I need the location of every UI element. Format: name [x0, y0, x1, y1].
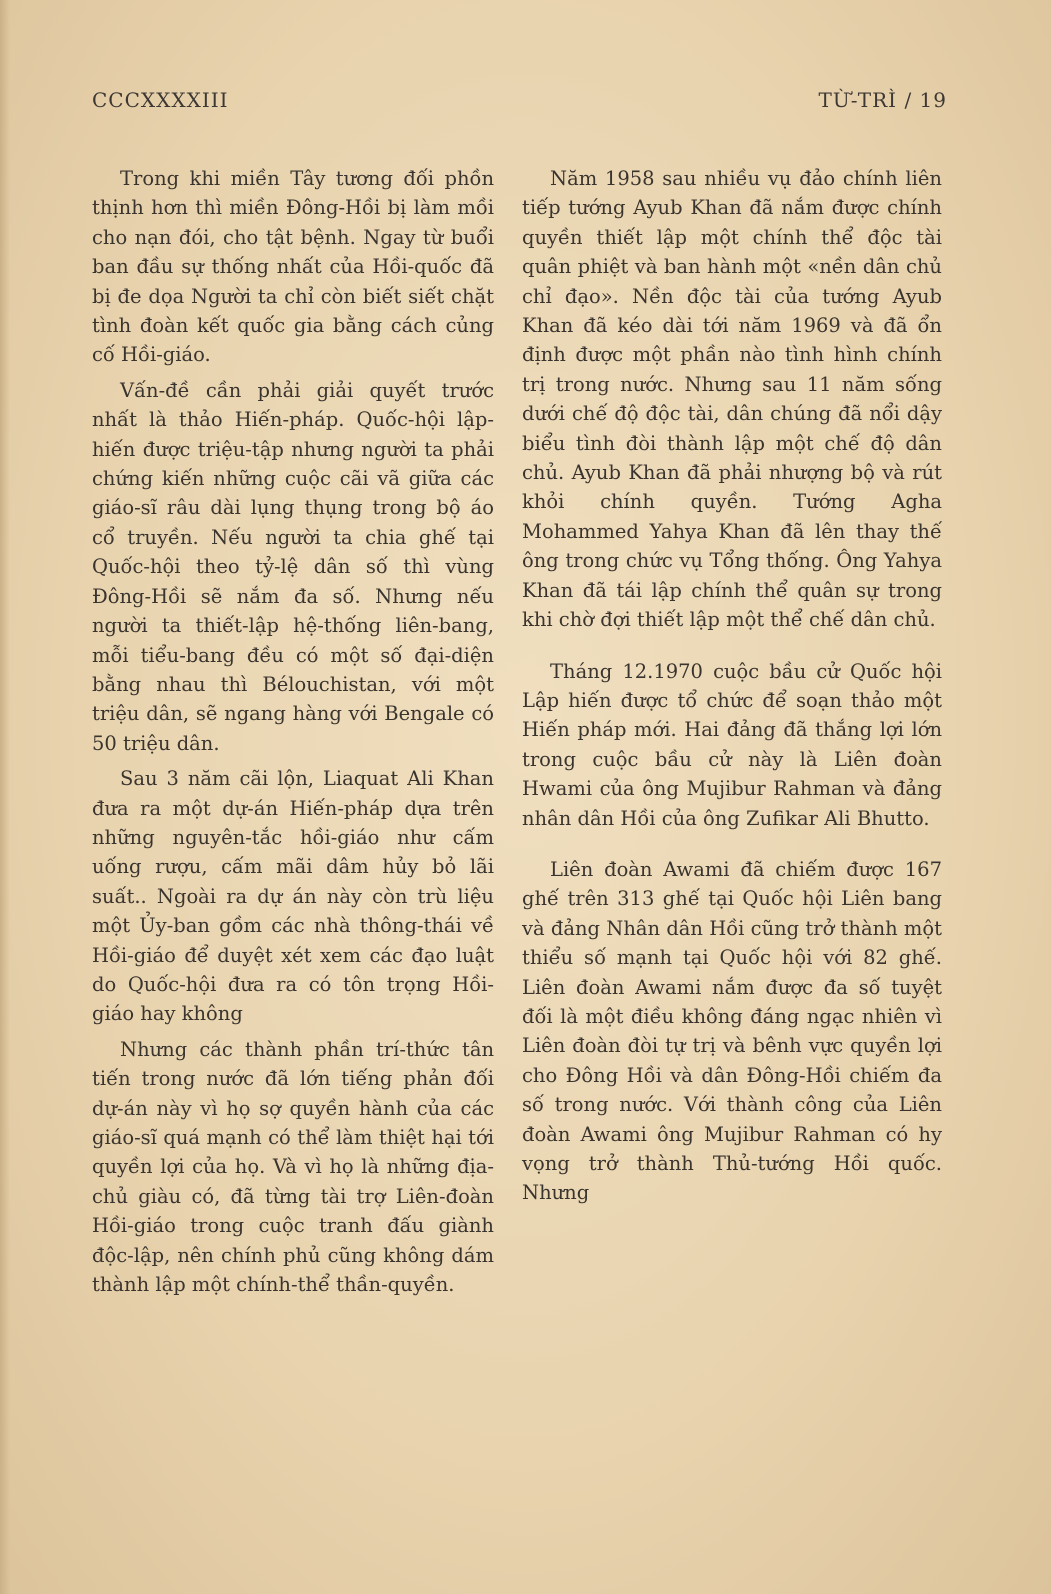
- page-header: [92, 88, 947, 118]
- paragraph: Năm 1958 sau nhiều vụ đảo chính liên tiếp tướng Ayub Khan đã nắm được chính quyền thiết lập một chính thể độc tài quân phiệt và ban hành một «nền dân chủ chỉ đạo». Nền độc tài của tướng Ayub Khan đã kéo dài tới năm 1969 và đã ổn định được một phần nào tình hình chính trị trong nước. Nhưng sau 11 năm sống dưới chế độ độc tài, dân chúng đã nổi dậy biểu tình đòi thành lập một chế độ dân chủ. Ayub Khan đã phải nhượng bộ và rút khỏi chính quyền. Tướng Agha Mohammed Yahya Khan đã lên thay thế ông trong chức vụ Tổng thống. Ông Yahya Khan đã tái lập chính thể quân sự trong khi chờ đợi thiết lập một thể chế dân chủ.: [522, 167, 942, 632]
- paragraph: Tháng 12.1970 cuộc bầu cử Quốc hội Lập hiến được tổ chức để soạn thảo một Hiến pháp mới. Hai đảng đã thắng lợi lớn trong cuộc bầu cử này là Liên đoàn Hwami của ông Mujibur Rahman và đảng nhân dân Hồi của ông Zufikar Ali Bhutto.: [522, 659, 942, 830]
- chapter-number: CCCXXXXIII: [92, 88, 229, 112]
- paragraph: Sau 3 năm cãi lộn, Liaquat Ali Khan đưa ra một dự-án Hiến-pháp dựa trên những nguyên-tắc hồi-giáo như cấm uống rượu, cấm mãi dâm hủy bỏ lãi suất.. Ngoài ra dự án này còn trù liệu một Ủy-ban gồm các nhà thông-thái về Hồi-giáo để duyệt xét xem các đạo luật do Quốc-hội đưa ra có tôn trọng Hồi-giáo hay không: [92, 767, 494, 1026]
- running-title-page-number: TỪ-TRÌ / 19: [818, 88, 947, 112]
- right-column: [522, 164, 942, 1208]
- paragraph: Liên đoàn Awami đã chiếm được 167 ghế trên 313 ghế tại Quốc hội Liên bang và đảng Nhân dân Hồi cũng trở thành một thiểu số mạnh tại Quốc hội với 82 ghế. Liên đoàn Awami nắm được đa số tuyệt đối là một điều không đáng ngạc nhiên vì Liên đoàn đòi tự trị và bênh vực quyền lợi cho Đông Hồi và dân Đông-Hồi chiếm đa số trong nước. Với thành công của Liên đoàn Awami ông Mujibur Rahman có hy vọng trở thành Thủ-tướng Hồi quốc. Nhưng: [522, 857, 942, 1205]
- left-column: [92, 164, 494, 1299]
- paragraph: Nhưng các thành phần trí-thức tân tiến trong nước đã lớn tiếng phản đối dự-án này vì họ sợ quyền hành của các giáo-sĩ quá mạnh có thể làm thiệt hại tới quyền lợi của họ. Và vì họ là những địa-chủ giàu có, đã từng tài trợ Liên-đoàn Hồi-giáo trong cuộc tranh đấu giành độc-lập, nên chính phủ cũng không dám thành lập một chính-thể thần-quyền.: [92, 1037, 494, 1297]
- paragraph: Trong khi miền Tây tương đối phồn thịnh hơn thì miền Đông-Hồi bị làm mồi cho nạn đói, cho tật bệnh. Ngay từ buổi ban đầu sự thống nhất của Hồi-quốc đã bị đe dọa Người ta chỉ còn biết siết chặt tình đoàn kết quốc gia bằng cách củng cố Hồi-giáo.: [92, 167, 494, 367]
- paragraph: Vấn-đề cần phải giải quyết trước nhất là thảo Hiến-pháp. Quốc-hội lập-hiến được triệu-tập nhưng người ta phải chứng kiến những cuộc cãi vã giữa các giáo-sĩ râu dài lụng thụng trong bộ áo cổ truyền. Nếu người ta chia ghế tại Quốc-hội theo tỷ-lệ dân số thì vùng Đông-Hồi sẽ nắm đa số. Nhưng nếu người ta thiết-lập hệ-thống liên-bang, mỗi tiểu-bang đều có một số đại-diện bằng nhau thì Bélouchistan, với một triệu dân, sẽ ngang hàng với Bengale có 50 triệu dân.: [92, 378, 494, 755]
